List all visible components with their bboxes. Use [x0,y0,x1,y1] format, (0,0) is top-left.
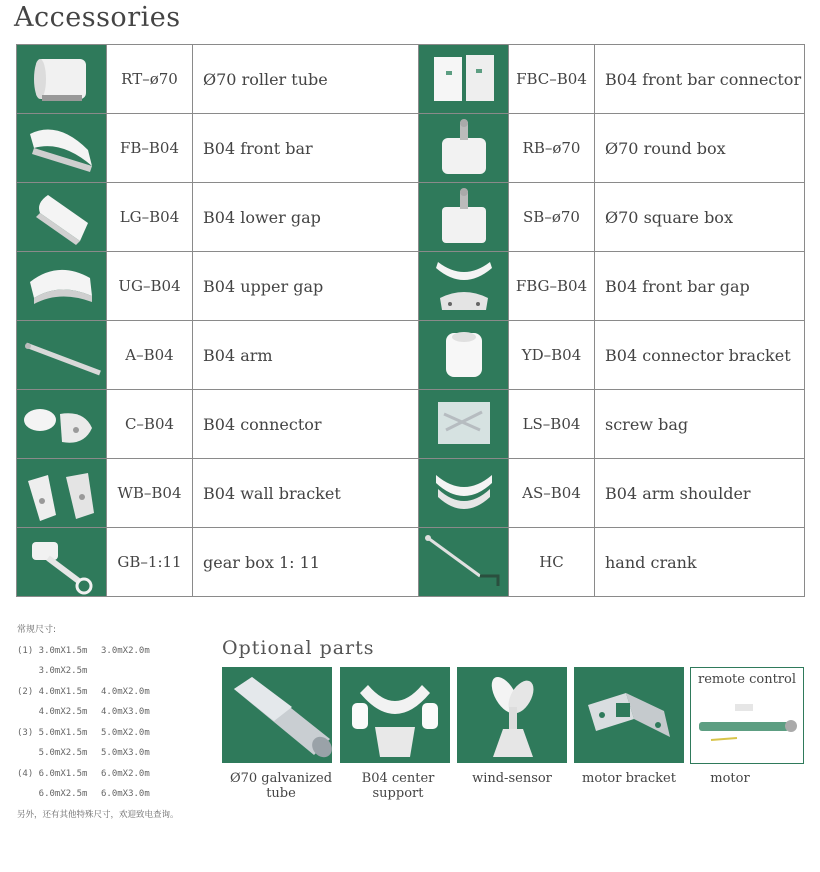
motor-label: motor [710,771,750,786]
part-name: hand crank [595,528,805,597]
sizes-heading: 常规尺寸: [17,625,57,635]
motor-bracket-label: motor bracket [582,771,676,786]
part-image [17,183,107,252]
part-code: LS–B04 [509,390,595,459]
part-image [17,252,107,321]
size-value: (2) 4.0mX1.5m [17,686,88,697]
part-code: YD–B04 [509,321,595,390]
part-code: LG–B04 [107,183,193,252]
center-support-icon [340,667,450,763]
part-code: A–B04 [107,321,193,390]
part-image [419,45,509,114]
size-value: 5.0mX3.0m [101,748,150,758]
table-row [17,45,805,114]
part-image [419,528,509,597]
motor-bracket-icon [574,667,684,763]
part-image [17,321,107,390]
connector-bracket-icon [420,321,508,389]
part-code: UG–B04 [107,252,193,321]
part-name: B04 connector [193,390,419,459]
gear-box-icon [18,528,106,596]
size-value: 5.0mX2.0m [101,727,150,738]
size-value: 6.0mX2.0m [101,768,150,779]
part-image [419,390,509,459]
size-row [17,682,179,703]
connector-icon [18,390,106,458]
part-name: B04 lower gap [193,183,419,252]
arm-icon [18,321,106,389]
part-code: SB–ø70 [509,183,595,252]
part-image [419,321,509,390]
front-bar-connector-icon [420,45,508,113]
wind-sensor-label: wind-sensor [472,771,552,786]
size-value: (1) 3.0mX1.5m [17,645,88,656]
part-name: B04 front bar [193,114,419,183]
size-value: 4.0mX3.0m [101,707,150,717]
roller-tube-icon [18,45,106,113]
part-name: B04 wall bracket [193,459,419,528]
part-code: WB–B04 [107,459,193,528]
table-row [17,252,805,321]
galvanized-tube-image [222,667,332,763]
accessories-table [16,44,805,597]
size-value: 4.0mX2.5m [17,707,88,717]
part-image [419,114,509,183]
table-row [17,390,805,459]
front-bar-icon [18,114,106,182]
part-code: GB–1:11 [107,528,193,597]
optional-parts-title: Optional parts [222,637,375,659]
part-name: B04 arm shoulder [595,459,805,528]
part-code: RB–ø70 [509,114,595,183]
part-name: B04 front bar connector [595,45,805,114]
size-value: (3) 5.0mX1.5m [17,727,88,738]
square-box-icon [420,183,508,251]
part-name: gear box 1: 11 [193,528,419,597]
size-row [17,641,179,662]
part-image [419,183,509,252]
size-value: 3.0mX2.5m [17,666,88,676]
part-name: Ø70 round box [595,114,805,183]
size-row [17,764,179,785]
front-bar-gap-icon [420,252,508,320]
table-row [17,183,805,252]
size-row [17,702,179,723]
part-code: C–B04 [107,390,193,459]
center-support-label: B04 center support [361,771,435,801]
part-image [17,459,107,528]
size-row [17,723,179,744]
part-image [419,252,509,321]
part-name: B04 upper gap [193,252,419,321]
part-code: RT–ø70 [107,45,193,114]
table-row [17,528,805,597]
wind-sensor-icon [457,667,567,763]
part-name: B04 arm [193,321,419,390]
part-code: FBG–B04 [509,252,595,321]
motor-bracket-image [574,667,684,763]
part-name: screw bag [595,390,805,459]
galvanized-tube-icon [222,667,332,763]
part-code: FBC–B04 [509,45,595,114]
standard-sizes [17,620,179,825]
part-image [17,528,107,597]
table-row [17,459,805,528]
part-image [17,390,107,459]
part-image [419,459,509,528]
sizes-note: 另外，还有其他特殊尺寸，欢迎致电查询。 [17,809,179,820]
size-value: 6.0mX2.5m [17,789,88,799]
size-value: 4.0mX2.0m [101,686,150,697]
part-name: Ø70 square box [595,183,805,252]
page-title: Accessories [14,2,181,33]
motor-icon [691,668,803,763]
part-code: AS–B04 [509,459,595,528]
part-code: FB–B04 [107,114,193,183]
size-row [17,743,179,764]
size-value: 5.0mX2.5m [17,748,88,758]
wall-bracket-icon [18,459,106,527]
part-code: HC [509,528,595,597]
part-name: Ø70 roller tube [193,45,419,114]
round-box-icon [420,114,508,182]
table-row [17,321,805,390]
part-image [17,114,107,183]
part-name: B04 front bar gap [595,252,805,321]
wind-sensor-image [457,667,567,763]
center-support-image [340,667,450,763]
hand-crank-icon [420,528,508,596]
size-value: 6.0mX3.0m [101,789,150,799]
part-image [17,45,107,114]
screw-bag-icon [420,390,508,458]
motor-image [690,667,804,764]
upper-gap-icon [18,252,106,320]
remote-control-label: remote control [697,672,796,687]
part-name: B04 connector bracket [595,321,805,390]
size-value: (4) 6.0mX1.5m [17,768,88,779]
sizes-list [17,641,179,805]
size-row [17,784,179,805]
galvanized-tube-label: Ø70 galvanized tube [229,771,333,801]
lower-gap-icon [18,183,106,251]
table-row [17,114,805,183]
arm-shoulder-icon [420,459,508,527]
size-value: 3.0mX2.0m [101,645,150,656]
size-row [17,661,179,682]
accessories-table-body [17,45,805,597]
